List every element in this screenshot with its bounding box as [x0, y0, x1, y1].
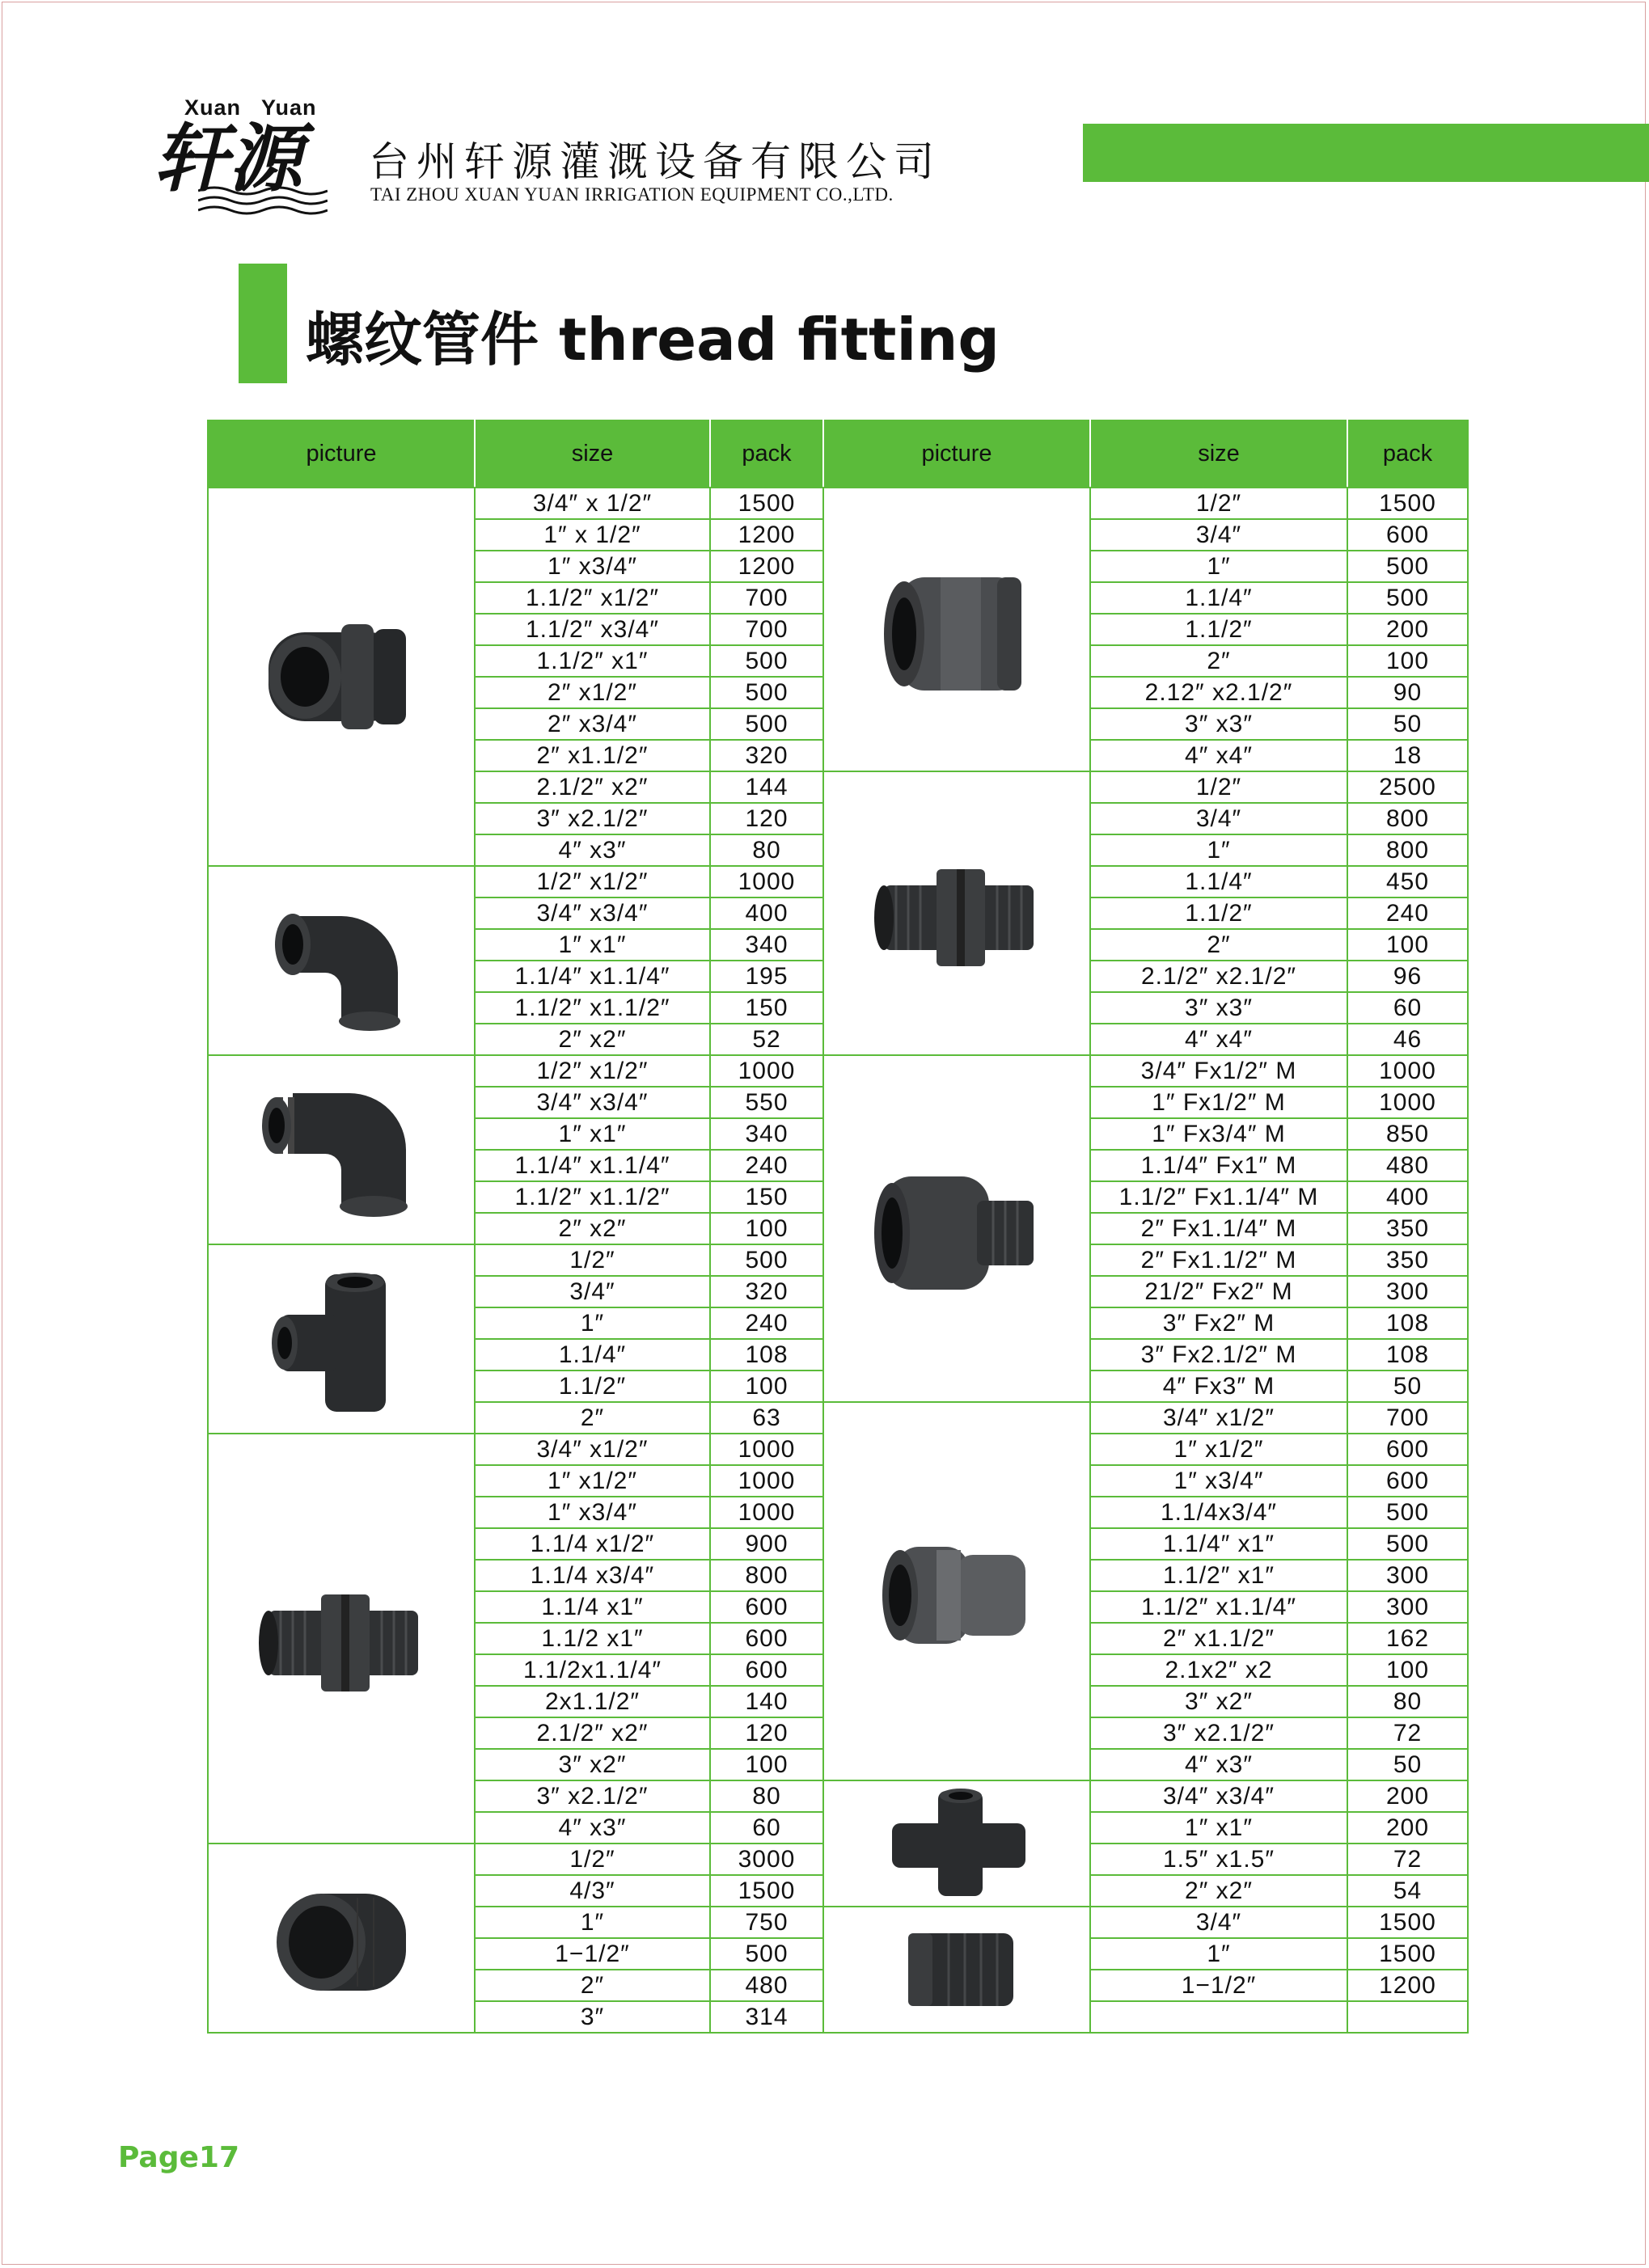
pack-cell: 500	[710, 677, 823, 708]
size-cell: 1″	[475, 1907, 710, 1938]
size-cell: 1″ x1″	[475, 929, 710, 961]
size-cell: 1/2″	[475, 1844, 710, 1875]
pack-cell: 100	[710, 1371, 823, 1402]
header-size-left: size	[475, 420, 710, 488]
size-cell: 2″ x1.1/2″	[475, 740, 710, 771]
pack-cell: 320	[710, 1276, 823, 1307]
size-cell: 1.1/2 x1″	[475, 1623, 710, 1654]
pack-cell: 314	[710, 2001, 823, 2033]
size-cell: 2″ x3/4″	[475, 708, 710, 740]
size-cell: 4″ x3″	[475, 834, 710, 866]
size-cell: 2″	[1090, 645, 1347, 677]
size-cell: 3″ x2″	[1090, 1686, 1347, 1717]
size-cell: 2″ Fx1.1/2″ M	[1090, 1244, 1347, 1276]
pack-cell: 54	[1347, 1875, 1468, 1907]
reducing-bushing-icon	[209, 488, 474, 865]
pack-cell: 300	[1347, 1276, 1468, 1307]
right-product-picture	[823, 1907, 1090, 2033]
size-cell: 4″ x3″	[1090, 1749, 1347, 1780]
size-cell: 3″ x3″	[1090, 708, 1347, 740]
pack-cell: 60	[1347, 992, 1468, 1024]
size-cell: 3/4″ x3/4″	[475, 1087, 710, 1118]
pack-cell	[1347, 2001, 1468, 2033]
hex-nipple-icon	[824, 772, 1089, 1054]
section-title: 螺纹管件 thread fitting	[306, 306, 1000, 374]
pack-cell: 1200	[710, 551, 823, 582]
size-cell: 2.12″ x2.1/2″	[1090, 677, 1347, 708]
size-cell: 3/4″	[475, 1276, 710, 1307]
pack-cell: 140	[710, 1686, 823, 1717]
pack-cell: 50	[1347, 708, 1468, 740]
size-cell: 1−1/2″	[1090, 1970, 1347, 2001]
company-logo	[154, 95, 340, 217]
size-cell: 2.1/2″ x2.1/2″	[1090, 961, 1347, 992]
pack-cell: 63	[710, 1402, 823, 1434]
pack-cell: 50	[1347, 1749, 1468, 1780]
pack-cell: 700	[710, 614, 823, 645]
size-cell: 1.1/4″ x1.1/4″	[475, 961, 710, 992]
pack-cell: 320	[710, 740, 823, 771]
pack-cell: 80	[1347, 1686, 1468, 1717]
header-pack-left: pack	[710, 420, 823, 488]
size-cell: 3″ x3″	[1090, 992, 1347, 1024]
pack-cell: 144	[710, 771, 823, 803]
left-product-picture	[208, 1055, 475, 1244]
size-cell: 1″	[1090, 834, 1347, 866]
table-row	[208, 488, 1468, 519]
pack-cell: 150	[710, 992, 823, 1024]
size-cell: 3/4″ x3/4″	[475, 897, 710, 929]
size-cell: 2.1x2″ x2	[1090, 1654, 1347, 1686]
pack-cell: 100	[1347, 929, 1468, 961]
right-product-picture	[823, 1780, 1090, 1907]
right-product-picture	[823, 1402, 1090, 1780]
pack-cell: 750	[710, 1907, 823, 1938]
pack-cell: 600	[1347, 1465, 1468, 1497]
pack-cell: 350	[1347, 1213, 1468, 1244]
size-cell: 1″ Fx3/4″ M	[1090, 1118, 1347, 1150]
pack-cell: 500	[1347, 551, 1468, 582]
adapter-fm-icon	[824, 1056, 1089, 1401]
size-cell: 2″ x2″	[1090, 1875, 1347, 1907]
pack-cell: 1500	[710, 488, 823, 519]
section-title-bar	[239, 264, 287, 383]
product-table-wrapper	[207, 420, 1467, 2034]
size-cell: 1.1/2″ x1.1/2″	[475, 1181, 710, 1213]
pack-cell: 100	[1347, 1654, 1468, 1686]
pack-cell: 1200	[710, 519, 823, 551]
size-cell: 3″ x2.1/2″	[475, 1780, 710, 1812]
size-cell: 1−1/2″	[475, 1938, 710, 1970]
size-cell: 2x1.1/2″	[475, 1686, 710, 1717]
pack-cell: 1500	[710, 1875, 823, 1907]
pack-cell: 350	[1347, 1244, 1468, 1276]
pack-cell: 340	[710, 1118, 823, 1150]
pack-cell: 340	[710, 929, 823, 961]
pack-cell: 1500	[1347, 488, 1468, 519]
pack-cell: 700	[710, 582, 823, 614]
size-cell: 1/2″	[475, 1244, 710, 1276]
left-product-picture	[208, 1844, 475, 2033]
size-cell: 2.1/2″ x2″	[475, 771, 710, 803]
size-cell: 1.1/2x1.1/4″	[475, 1654, 710, 1686]
size-cell: 1.1/4 x1/2″	[475, 1528, 710, 1560]
pack-cell: 300	[1347, 1591, 1468, 1623]
street-elbow-icon	[209, 1056, 474, 1244]
pack-cell: 500	[710, 1938, 823, 1970]
reducing-coupling-icon	[824, 1403, 1089, 1780]
pack-cell: 450	[1347, 866, 1468, 897]
header-accent-bar	[1083, 124, 1649, 182]
hex-nipple-icon	[209, 1434, 474, 1843]
size-cell: 1/2″	[1090, 771, 1347, 803]
pack-cell: 600	[710, 1591, 823, 1623]
size-cell: 2″ Fx1.1/4″ M	[1090, 1213, 1347, 1244]
size-cell: 1.1/4″	[475, 1339, 710, 1371]
pack-cell: 120	[710, 1717, 823, 1749]
pack-cell: 1200	[1347, 1970, 1468, 2001]
size-cell: 3″ Fx2.1/2″ M	[1090, 1339, 1347, 1371]
size-cell: 1.1/4 x1″	[475, 1591, 710, 1623]
size-cell: 2″	[475, 1402, 710, 1434]
size-cell: 1/2″ x1/2″	[475, 1055, 710, 1087]
pack-cell: 1000	[1347, 1087, 1468, 1118]
size-cell: 1.1/2″ x1″	[475, 645, 710, 677]
header-size-right: size	[1090, 420, 1347, 488]
pack-cell: 3000	[710, 1844, 823, 1875]
size-cell: 4″ x3″	[475, 1812, 710, 1844]
pack-cell: 120	[710, 803, 823, 834]
pack-cell: 600	[710, 1623, 823, 1654]
pack-cell: 500	[710, 708, 823, 740]
size-cell: 3″ x2″	[475, 1749, 710, 1780]
size-cell: 1″ x1/2″	[475, 1465, 710, 1497]
pack-cell: 100	[1347, 645, 1468, 677]
size-cell: 1.1/2″ x1″	[1090, 1560, 1347, 1591]
size-cell: 2″ x1/2″	[475, 677, 710, 708]
size-cell: 1.1/4x3/4″	[1090, 1497, 1347, 1528]
pack-cell: 800	[1347, 803, 1468, 834]
pack-cell: 600	[1347, 519, 1468, 551]
pack-cell: 108	[1347, 1339, 1468, 1371]
left-product-picture	[208, 1434, 475, 1844]
size-cell: 1″ x3/4″	[475, 1497, 710, 1528]
pack-cell: 162	[1347, 1623, 1468, 1654]
pack-cell: 80	[710, 834, 823, 866]
product-table	[207, 420, 1469, 2034]
size-cell: 1.1/2″	[1090, 614, 1347, 645]
size-cell: 1.1/2″ Fx1.1/4″ M	[1090, 1181, 1347, 1213]
pack-cell: 108	[1347, 1307, 1468, 1339]
pack-cell: 300	[1347, 1560, 1468, 1591]
size-cell: 3/4″ x1/2″	[475, 1434, 710, 1465]
logo-wave-icon	[198, 184, 328, 217]
pack-cell: 52	[710, 1024, 823, 1055]
logo-chinese-text: 轩源	[154, 115, 303, 202]
pack-cell: 1000	[710, 866, 823, 897]
table-row	[208, 1055, 1468, 1087]
left-product-picture	[208, 488, 475, 866]
size-cell: 1.1/4 x3/4″	[475, 1560, 710, 1591]
size-cell: 1″ x1″	[1090, 1812, 1347, 1844]
size-cell: 3/4″ x 1/2″	[475, 488, 710, 519]
tee-icon	[209, 1245, 474, 1433]
size-cell: 1.1/2″ x1.1/4″	[1090, 1591, 1347, 1623]
size-cell: 3/4″ x3/4″	[1090, 1780, 1347, 1812]
size-cell: 1.1/4″ x1″	[1090, 1528, 1347, 1560]
pack-cell: 1000	[710, 1465, 823, 1497]
size-cell: 4″ x4″	[1090, 740, 1347, 771]
pack-cell: 18	[1347, 740, 1468, 771]
size-cell: 1/2″ x1/2″	[475, 866, 710, 897]
size-cell: 1.1/2″ x1/2″	[475, 582, 710, 614]
pack-cell: 100	[710, 1213, 823, 1244]
pack-cell: 1000	[710, 1434, 823, 1465]
pack-cell: 500	[710, 1244, 823, 1276]
size-cell: 3/4″ x1/2″	[1090, 1402, 1347, 1434]
left-product-picture	[208, 1244, 475, 1434]
pack-cell: 550	[710, 1087, 823, 1118]
pack-cell: 80	[710, 1780, 823, 1812]
right-product-picture	[823, 771, 1090, 1055]
pack-cell: 480	[1347, 1150, 1468, 1181]
pack-cell: 480	[710, 1970, 823, 2001]
pack-cell: 700	[1347, 1402, 1468, 1434]
pack-cell: 2500	[1347, 771, 1468, 803]
pack-cell: 50	[1347, 1371, 1468, 1402]
header-pack-right: pack	[1347, 420, 1468, 488]
pack-cell: 240	[710, 1307, 823, 1339]
pack-cell: 195	[710, 961, 823, 992]
size-cell: 1.1/4″ Fx1″ M	[1090, 1150, 1347, 1181]
size-cell: 3/4″	[1090, 803, 1347, 834]
company-name-cn: 台州轩源灌溉设备有限公司	[369, 138, 941, 185]
logo-latin-text: Xuan Yuan	[184, 95, 317, 120]
size-cell: 3″ x2.1/2″	[1090, 1717, 1347, 1749]
size-cell: 3/4″	[1090, 1907, 1347, 1938]
size-cell: 2″ x2″	[475, 1213, 710, 1244]
table-header-row	[208, 420, 1468, 488]
pack-cell: 200	[1347, 1812, 1468, 1844]
size-cell: 2″ x1.1/2″	[1090, 1623, 1347, 1654]
size-cell: 1″	[1090, 1938, 1347, 1970]
size-cell: 1″	[475, 1307, 710, 1339]
pack-cell: 46	[1347, 1024, 1468, 1055]
pack-cell: 500	[710, 645, 823, 677]
header-picture-right: picture	[823, 420, 1090, 488]
size-cell: 2″ x2″	[475, 1024, 710, 1055]
pack-cell: 240	[1347, 897, 1468, 929]
pack-cell: 800	[1347, 834, 1468, 866]
size-cell: 1″ x 1/2″	[475, 519, 710, 551]
company-name-en: TAI ZHOU XUAN YUAN IRRIGATION EQUIPMENT CO.,LTD.	[370, 184, 894, 205]
plug-icon	[824, 1907, 1089, 2032]
pack-cell: 96	[1347, 961, 1468, 992]
pack-cell: 850	[1347, 1118, 1468, 1150]
pack-cell: 1000	[710, 1497, 823, 1528]
right-product-picture	[823, 488, 1090, 771]
size-cell: 3/4″	[1090, 519, 1347, 551]
size-cell: 1/2″	[1090, 488, 1347, 519]
size-cell: 4/3″	[475, 1875, 710, 1907]
pack-cell: 72	[1347, 1717, 1468, 1749]
pack-cell: 100	[710, 1749, 823, 1780]
pack-cell: 150	[710, 1181, 823, 1213]
size-cell: 3″ x2.1/2″	[475, 803, 710, 834]
size-cell	[1090, 2001, 1347, 2033]
size-cell: 1.5″ x1.5″	[1090, 1844, 1347, 1875]
size-cell: 1″ x1″	[475, 1118, 710, 1150]
size-cell: 1.1/4″	[1090, 582, 1347, 614]
size-cell: 4″ Fx3″ M	[1090, 1371, 1347, 1402]
pack-cell: 500	[1347, 1497, 1468, 1528]
size-cell: 1.1/2″ x1.1/2″	[475, 992, 710, 1024]
pack-cell: 200	[1347, 614, 1468, 645]
pack-cell: 800	[710, 1560, 823, 1591]
pack-cell: 500	[1347, 582, 1468, 614]
pack-cell: 1500	[1347, 1907, 1468, 1938]
pack-cell: 400	[710, 897, 823, 929]
size-cell: 1″ Fx1/2″ M	[1090, 1087, 1347, 1118]
elbow-icon	[209, 867, 474, 1054]
size-cell: 1.1/4″	[1090, 866, 1347, 897]
page-number: Page17	[118, 2141, 239, 2174]
cap-icon	[209, 1844, 474, 2032]
size-cell: 3″	[475, 2001, 710, 2033]
pack-cell: 900	[710, 1528, 823, 1560]
pack-cell: 1000	[1347, 1055, 1468, 1087]
cross-icon	[824, 1781, 1089, 1906]
size-cell: 2″	[1090, 929, 1347, 961]
size-cell: 2″	[475, 1970, 710, 2001]
pack-cell: 90	[1347, 677, 1468, 708]
size-cell: 1″	[1090, 551, 1347, 582]
header-picture-left: picture	[208, 420, 475, 488]
size-cell: 1.1/4″ x1.1/4″	[475, 1150, 710, 1181]
size-cell: 3/4″ Fx1/2″ M	[1090, 1055, 1347, 1087]
size-cell: 1″ x3/4″	[1090, 1465, 1347, 1497]
size-cell: 4″ x4″	[1090, 1024, 1347, 1055]
pack-cell: 600	[710, 1654, 823, 1686]
pack-cell: 72	[1347, 1844, 1468, 1875]
pack-cell: 1000	[710, 1055, 823, 1087]
pack-cell: 60	[710, 1812, 823, 1844]
size-cell: 1″ x3/4″	[475, 551, 710, 582]
coupling-icon	[824, 488, 1089, 771]
size-cell: 1″ x1/2″	[1090, 1434, 1347, 1465]
pack-cell: 108	[710, 1339, 823, 1371]
pack-cell: 240	[710, 1150, 823, 1181]
size-cell: 3″ Fx2″ M	[1090, 1307, 1347, 1339]
size-cell: 1.1/2″	[1090, 897, 1347, 929]
pack-cell: 600	[1347, 1434, 1468, 1465]
size-cell: 1.1/2″ x3/4″	[475, 614, 710, 645]
right-product-picture	[823, 1055, 1090, 1402]
left-product-picture	[208, 866, 475, 1055]
pack-cell: 1500	[1347, 1938, 1468, 1970]
size-cell: 21/2″ Fx2″ M	[1090, 1276, 1347, 1307]
pack-cell: 400	[1347, 1181, 1468, 1213]
pack-cell: 500	[1347, 1528, 1468, 1560]
pack-cell: 200	[1347, 1780, 1468, 1812]
size-cell: 2.1/2″ x2″	[475, 1717, 710, 1749]
size-cell: 1.1/2″	[475, 1371, 710, 1402]
